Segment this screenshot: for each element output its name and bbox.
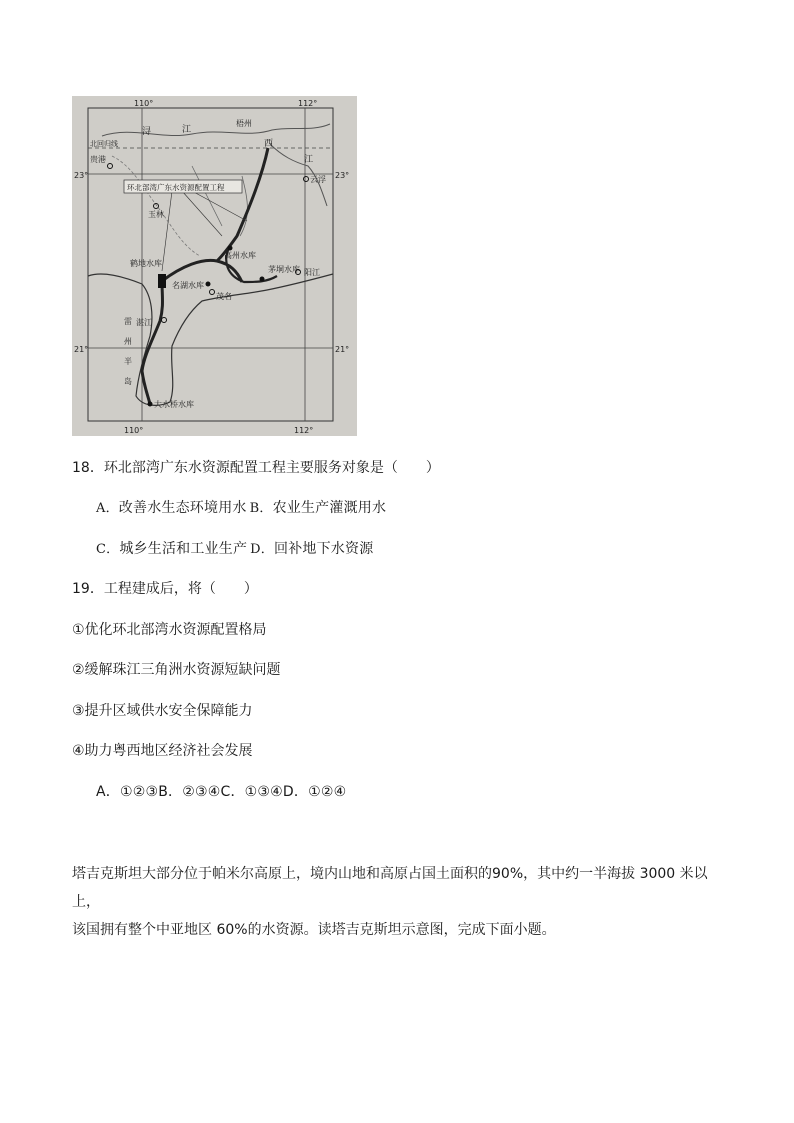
yangjiang-label: 阳江	[304, 268, 320, 277]
q18-option-b-letter: B．	[249, 501, 273, 516]
q19-item-1: ①优化环北部湾水资源配置格局	[72, 622, 267, 638]
gaozhou-reservoir-marker	[228, 246, 233, 251]
peninsula-char-3: 半	[124, 357, 132, 366]
mingyu-reservoir-marker	[206, 282, 211, 287]
peninsula-char-2: 州	[124, 337, 132, 346]
peninsula-char-4: 岛	[124, 377, 132, 386]
lon-112-bottom: 112°	[294, 426, 314, 435]
map-figure	[72, 96, 357, 436]
maogang-reservoir-label: 茅垌水库	[268, 265, 300, 274]
guigang-label: 贵港	[90, 155, 106, 164]
q19-item-4: ④助力粤西地区经济社会发展	[72, 743, 253, 759]
q18-option-c[interactable]: 城乡生活和工业生产	[119, 541, 248, 557]
passage	[72, 860, 732, 944]
lat-23-right: 23°	[335, 171, 350, 180]
mingyu-reservoir-label: 名湖水库	[172, 281, 204, 290]
river-xun-label: 浔	[142, 127, 152, 137]
passage-line-1: 塔吉克斯坦大部分位于帕米尔高原上，境内山地和高原占国土面积的90%，其中约一半海拔 3000 米以上，	[72, 866, 708, 910]
q18-stem: 18．环北部湾广东水资源配置工程主要服务对象是（ ）	[72, 460, 440, 476]
yunfu-label: 云浮	[310, 175, 326, 184]
project-label: 环北部湾广东水资源配置工程	[127, 183, 225, 192]
wuzhou-label: 梧州	[236, 119, 252, 128]
map-svg	[72, 96, 357, 436]
maoming-label: 茂名	[216, 292, 232, 301]
q18-option-c-letter: C．	[96, 542, 120, 557]
q18-options-row-2	[96, 539, 373, 560]
q19-item-2: ②缓解珠江三角洲水资源短缺问题	[72, 662, 281, 678]
q19-stem: 19．工程建成后，将（ ）	[72, 581, 258, 597]
q18-option-a[interactable]: 改善水生态环境用水	[118, 500, 247, 516]
q19-item-3: ③提升区域供水安全保障能力	[72, 703, 253, 719]
dashuiqiao-reservoir-label: 大水桥水库	[154, 400, 194, 409]
river-xi-label: 西	[264, 139, 274, 149]
heti-reservoir-marker	[158, 274, 166, 288]
q19-options[interactable]: A．①②③B．②③④C．①③④D．①②④	[96, 784, 347, 800]
heti-reservoir-label: 鹤地水库	[130, 259, 162, 268]
yulin-label: 玉林	[148, 210, 164, 219]
q18-options-row-1	[96, 498, 386, 519]
zhanjiang-label: 湛江	[136, 318, 152, 327]
lon-110-top: 110°	[134, 99, 154, 108]
q18-option-a-letter: A．	[96, 501, 119, 516]
peninsula-char-1: 雷	[124, 317, 132, 326]
lat-21-left: 21°	[74, 345, 89, 354]
gaozhou-reservoir-label: 高州水库	[224, 251, 256, 260]
q18-option-b[interactable]: 农业生产灌溉用水	[272, 500, 387, 516]
lat-23-left: 23°	[74, 171, 89, 180]
river-jiang-label: 江	[182, 125, 192, 135]
lon-112-top: 112°	[298, 99, 318, 108]
lon-110-bottom: 110°	[124, 426, 144, 435]
river-jiang2-label: 江	[304, 155, 314, 165]
passage-line-2: 该国拥有整个中亚地区 60%的水资源。读塔吉克斯坦示意图，完成下面小题。	[72, 922, 556, 938]
maogang-reservoir-marker	[260, 277, 265, 282]
q18-option-d[interactable]: 回补地下水资源	[274, 541, 374, 557]
lat-21-right: 21°	[335, 345, 350, 354]
dashuiqiao-reservoir-marker	[148, 402, 153, 407]
tropic-label: 北回归线	[90, 140, 118, 148]
q18-option-d-letter: D．	[250, 542, 274, 557]
